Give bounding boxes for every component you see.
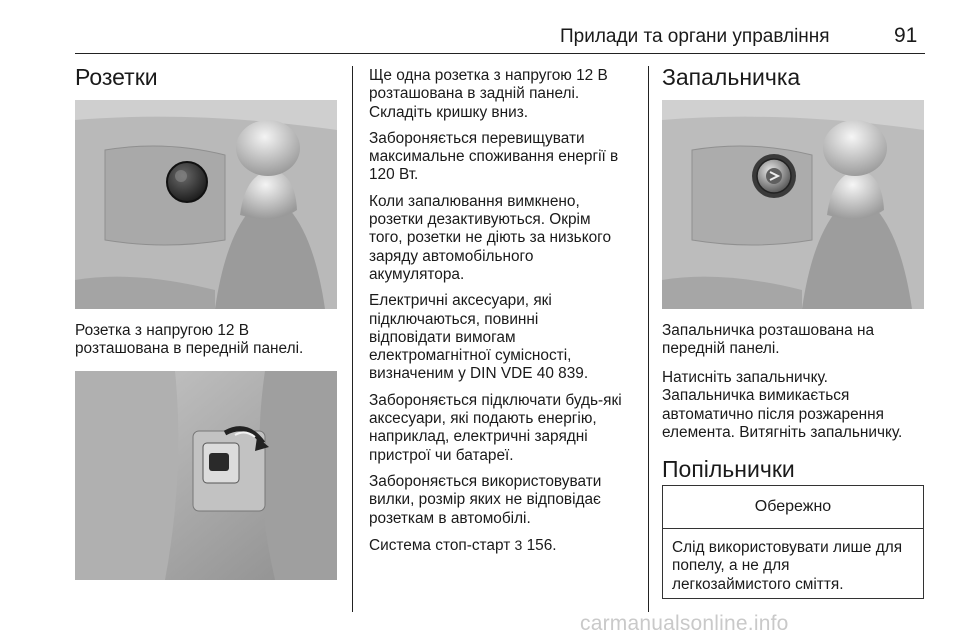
lighter-photo	[662, 100, 924, 309]
text-line: розеткам в автомобілі.	[369, 509, 531, 527]
section-title-sockets: Розетки	[75, 64, 158, 90]
text-line: розетки дезактивуються. Окрім	[369, 211, 591, 229]
socket-front-photo	[75, 100, 337, 309]
sockets-text-column	[369, 67, 639, 563]
text-line: Слід використовувати лише для	[672, 539, 903, 556]
caution-heading: Обережно	[663, 486, 923, 529]
text-line: легкозаймистого сміття.	[672, 575, 844, 593]
socket-rear-photo	[75, 371, 337, 580]
lighter-paragraph	[662, 369, 932, 442]
crossref-stop-start[interactable]	[369, 536, 639, 555]
text-line: 120 Вт.	[369, 166, 419, 184]
text-line: елемента. Витягніть запальничку.	[662, 423, 903, 441]
text-line: Ще одна розетка з напругою 12 В	[369, 67, 608, 84]
text-line: аксесуари, які подають енергію,	[369, 410, 597, 428]
section-title-lighter: Запальничка	[662, 64, 801, 90]
page-number: 91	[894, 24, 918, 47]
text-line: відповідати вимогам	[369, 328, 516, 346]
text-line: автоматично після розжарення	[662, 405, 884, 423]
text-line: Забороняється підключати будь-які	[369, 391, 622, 409]
caption-line: Розетка з напругою 12 В	[75, 322, 249, 339]
text-line: заряду автомобільного	[369, 247, 534, 265]
text-line: підключаються, повинні	[369, 310, 539, 328]
paragraph-no-energy-accessories	[369, 392, 639, 465]
text-line: наприклад, електричні зарядні	[369, 428, 588, 446]
text-line: вилки, розмір яких не відповідає	[369, 491, 601, 509]
text-line: того, розетки не діють за низького	[369, 229, 612, 247]
paragraph-rear-socket	[369, 67, 639, 122]
crossref-text: Система стоп-старт	[369, 536, 511, 554]
text-line: визначеним у DIN VDE 40 839.	[369, 365, 589, 383]
text-line: максимальне споживання енергії в	[369, 148, 619, 166]
section-title-ashtrays: Попільнички	[662, 456, 795, 482]
text-line: Електричні аксесуари, які	[369, 292, 552, 310]
caption-line: Запальничка розташована на	[662, 322, 875, 339]
text-line: акумулятора.	[369, 265, 465, 283]
caution-box	[662, 485, 924, 599]
socket-front-caption	[75, 322, 345, 359]
header-rule	[75, 53, 925, 54]
crossref-arrow-icon: 3	[514, 536, 523, 553]
watermark: carmanualsonline.info	[580, 612, 789, 635]
text-line: попелу, а не для	[672, 557, 790, 575]
caption-line: передній панелі.	[662, 340, 780, 358]
caution-text	[672, 539, 915, 594]
text-line: Складіть кришку вниз.	[369, 103, 529, 121]
paragraph-emc	[369, 292, 639, 383]
column-rule-left	[352, 66, 353, 612]
text-line: електромагнітної сумісності,	[369, 347, 572, 365]
text-line: Коли запалювання вимкнено,	[369, 192, 580, 210]
paragraph-plug-size	[369, 473, 639, 528]
paragraph-ignition-off	[369, 193, 639, 284]
text-line: Запальничка вимикається	[662, 387, 850, 405]
text-line: Натисніть запальничку.	[662, 369, 828, 386]
running-title: Прилади та органи управління	[560, 26, 830, 47]
text-line: розташована в задній панелі.	[369, 85, 580, 103]
lighter-caption	[662, 322, 932, 359]
text-line: пристрої чи батареї.	[369, 446, 514, 464]
text-line: Забороняється використовувати	[369, 472, 602, 490]
column-rule-right	[648, 66, 649, 612]
paragraph-max-power	[369, 130, 639, 185]
caption-line: розташована в передній панелі.	[75, 340, 304, 358]
text-line: Забороняється перевищувати	[369, 129, 585, 147]
crossref-page: 156.	[526, 536, 557, 554]
